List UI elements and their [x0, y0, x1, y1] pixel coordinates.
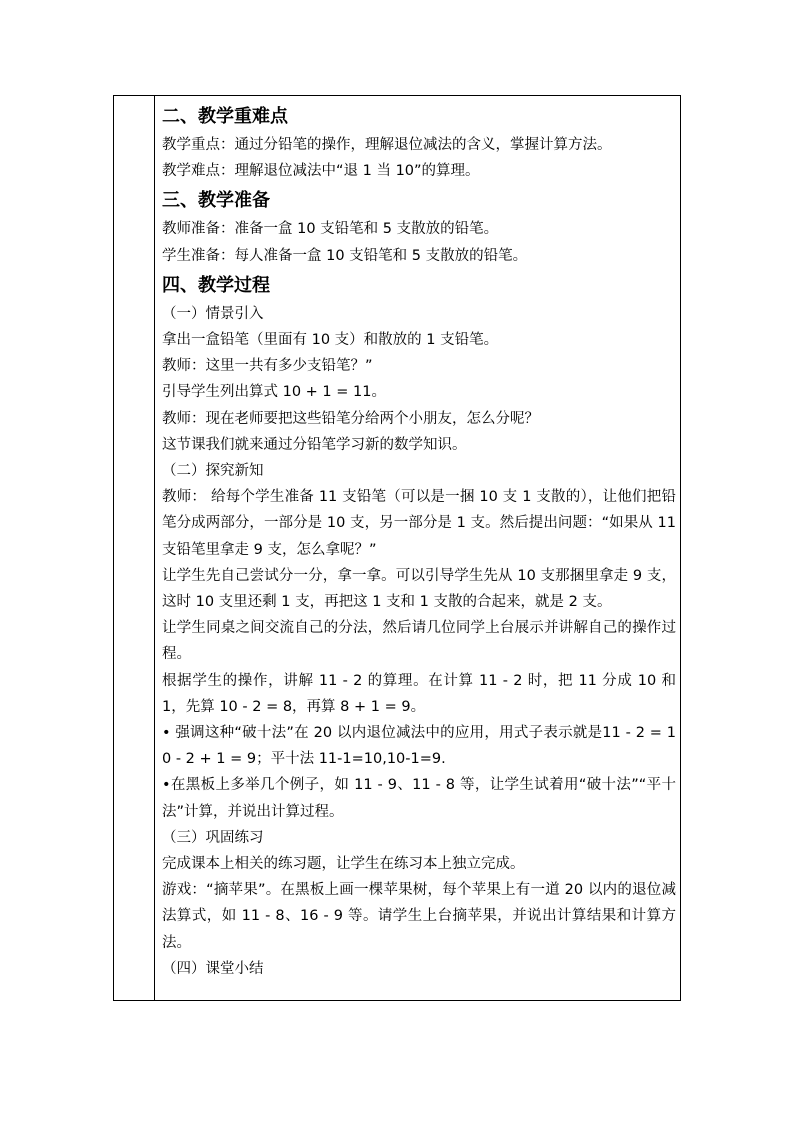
student-preparation: 学生准备：每人准备一盒 10 支铅笔和 5 支散放的铅笔。: [162, 247, 528, 264]
subsection-title-summary: （四）课堂小结: [162, 960, 264, 977]
table-left-cell: [114, 96, 154, 1000]
intro-line: 这节课我们就来通过分铅笔学习新的数学知识。: [162, 436, 467, 453]
subsection-title-practice: （三）巩固练习: [162, 829, 264, 846]
teacher-preparation: 教师准备：准备一盒 10 支铅笔和 5 支散放的铅笔。: [162, 221, 499, 238]
subsection-title-exploration: （二）探究新知: [162, 463, 264, 480]
intro-line: 引导学生列出算式 10 + 1 = 11。: [162, 384, 386, 401]
subsection-title-introduction: （一）情景引入: [162, 305, 264, 322]
exploration-paragraph: 根据学生的操作，讲解 11 - 2 的算理。在计算 11 - 2 时，把 11 分成 10 和 1，先算 10 - 2 = 8，再算 8 + 1 = 9。: [162, 672, 676, 715]
table-content-cell: [162, 100, 676, 982]
teaching-difficulty: 教学难点：理解退位减法中“退 1 当 10”的算理。: [162, 163, 480, 180]
exploration-paragraph: • 强调这种“破十法”在 20 以内退位减法中的应用，用式子表示就是11 - 2 = 10 - 2 + 1 = 9；平十法 11-1=10,10-1=9.: [162, 725, 676, 768]
intro-line: 拿出一盒铅笔（里面有 10 支）和散放的 1 支铅笔。: [162, 332, 499, 349]
intro-line: 教师：现在老师要把这些铅笔分给两个小朋友，怎么分呢？: [162, 410, 539, 427]
section-heading-preparation: 三、教学准备: [162, 190, 270, 212]
exploration-paragraph: 让学生同桌之间交流自己的分法，然后请几位同学上台展示并讲解自己的操作过程。: [162, 620, 676, 663]
intro-line: 教师：这里一共有多少支铅笔？”: [162, 358, 373, 375]
practice-paragraph: 完成课本上相关的练习题，让学生在练习本上独立完成。: [162, 856, 525, 873]
exploration-paragraph: 让学生先自己尝试分一分，拿一拿。可以引导学生先从 10 支那捆里拿走 9 支，这时 10 支里还剩 1 支，再把这 1 支和 1 支散的合起来，就是 2 支。: [162, 567, 676, 611]
practice-paragraph: 游戏：“摘苹果”。在黑板上画一棵苹果树，每个苹果上有一道 20 以内的退位减法算式，如 11 - 8、16 - 9 等。请学生上台摘苹果，并说出计算结果和计算方法。: [162, 882, 676, 951]
teaching-key-point: 教学重点：通过分铅笔的操作，理解退位减法的含义，掌握计算方法。: [162, 137, 612, 153]
section-heading-key-difficult-points: 二、教学重难点: [162, 106, 288, 127]
table-column-divider: [154, 95, 155, 1001]
exploration-paragraph: •在黑板上多举几个例子，如 11 - 9、11 - 8 等，让学生试着用“破十法”“平十法”计算，并说出计算过程。: [162, 777, 676, 820]
exploration-paragraph: 教师： 给每个学生准备 11 支铅笔（可以是一捆 10 支 1 支散的），让他们把铅笔分成两部分，一部分是 10 支，另一部分是 1 支。然后提出问题：“如果从 11 支铅笔里拿走 9 支，怎么拿呢？”: [162, 489, 676, 558]
section-heading-process: 四、教学过程: [162, 274, 270, 296]
